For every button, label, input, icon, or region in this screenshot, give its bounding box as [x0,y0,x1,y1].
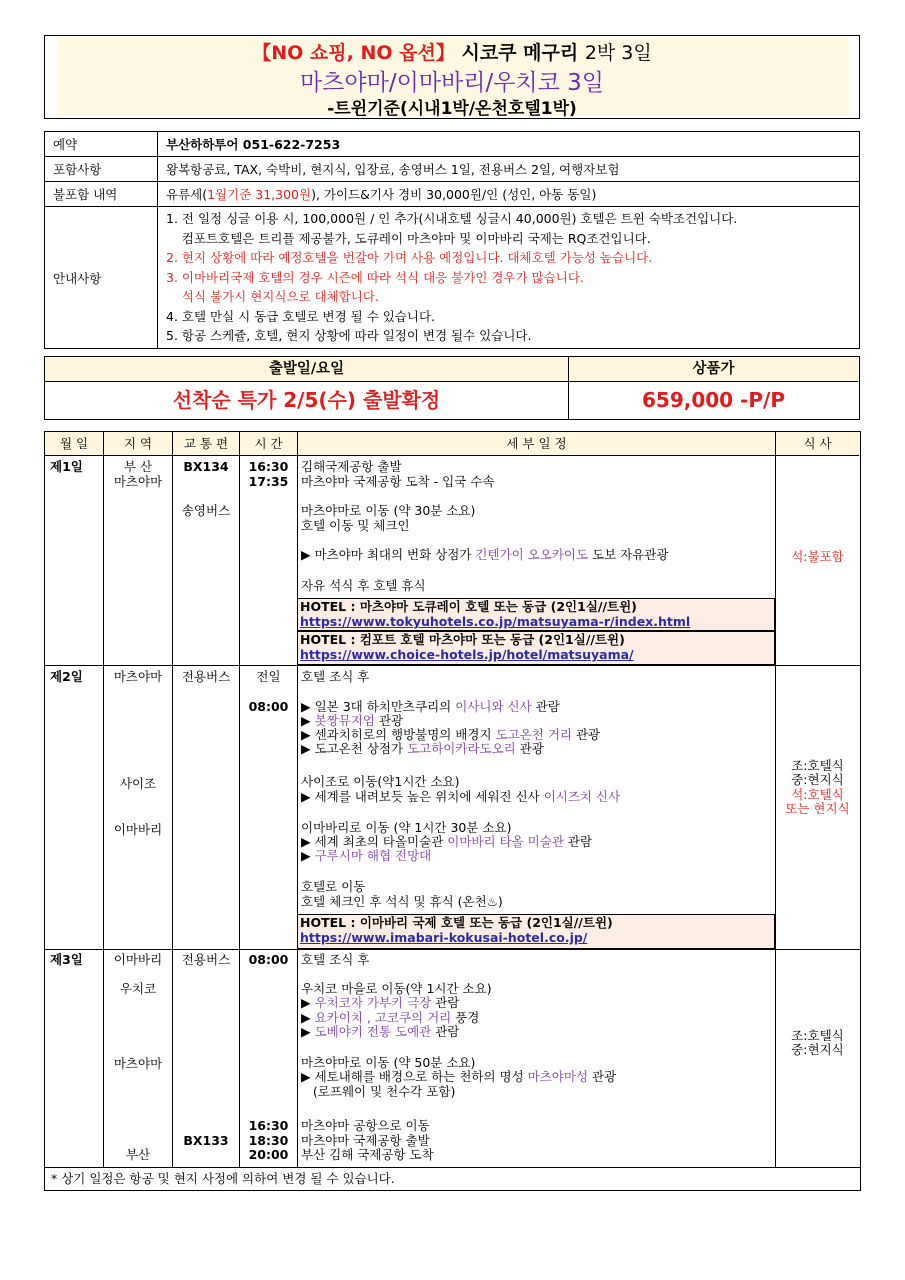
title-line-3: -트윈기준(시내1박/온천호텔1박) [327,99,577,119]
time: 16:30 [248,1118,289,1133]
region: 부산 [125,1147,151,1162]
time: 17:35 [248,474,289,489]
region: 마츠야마 [113,474,163,489]
excluded-prefix: 유류세( [166,187,208,202]
info-value [158,182,860,207]
itinerary-text: ▶ 도고온천 상점가 [301,741,408,756]
meal-dinner-alt: 또는 현지식 [785,801,850,816]
itinerary-text: 관람 [431,995,460,1010]
schedule-table [44,431,861,1191]
attraction-name: 우치코자 가부키 극장 [314,995,432,1010]
meal-lunch: 중:현지식 [791,772,844,787]
region: 이마바리 [113,822,163,837]
price-value: 659,000 -P/P [642,388,785,412]
itinerary-line: 사이조로 이동(약1시간 소요) [301,774,460,789]
itinerary-line: (로프웨이 및 천수각 포함) [301,1084,456,1099]
day-label: 제2일 [50,669,83,684]
itinerary-text: 관광 [572,727,601,742]
time: 08:00 [248,699,289,714]
info-value: 부산하하투어 051-622-7253 [158,132,860,157]
hotel-name: HOTEL : 컴포트 호텔 마츠야마 또는 동급 (2인1실//트윈) [300,632,625,647]
region: 사이조 [119,776,157,791]
departure-header: 출발일/요일 [45,357,568,382]
attraction-name: 긴텐가이 오오카이도 [475,547,589,562]
itinerary-line: 마츠야마로 이동 (약 50분 소요) [301,1055,476,1070]
itinerary-line: 호텔 조식 후 [301,669,370,684]
region: 이마바리 [113,952,163,967]
meal-breakfast: 조:호텔식 [791,758,844,773]
itinerary-text: 관광 [588,1069,617,1084]
info-label: 불포함 내역 [45,182,158,207]
meal-dinner: 석:불포함 [791,549,844,564]
attraction-name: 도고온천 거리 [495,727,572,742]
itinerary-text: ▶ [301,1024,315,1039]
itinerary-line [301,548,668,563]
note-item: 컴포트호텔은 트리플 제공불가, 도큐레이 마츠야마 및 이마바리 국제는 RQ조건입니다. [166,230,651,246]
itinerary-line [301,742,544,757]
flight-number: BX133 [183,1133,229,1148]
itinerary-text: ▶ [301,1010,315,1025]
attraction-name: 이시즈치 신사 [543,789,621,804]
note-item: 3. 이마바리국제 호텔의 경우 시즌에 따라 석식 대응 불가인 경우가 많습니다. [166,269,584,285]
itinerary-text: 관광 [374,713,404,728]
itinerary-line [301,849,431,864]
itinerary-line [301,996,459,1011]
transport: 전용버스 [181,952,231,967]
price-header: 상품가 [569,357,858,382]
fuel-surcharge: 1월기준 31,300원 [207,187,312,202]
hotel-link[interactable]: https://www.tokyuhotels.co.jp/matsuyama-r/index.html [300,614,691,629]
itinerary-text: ▶ [301,848,315,863]
itinerary-line: 호텔 체크인 후 석식 및 휴식 (온천♨) [301,894,503,909]
itinerary-line [301,1025,459,1040]
departure-date: 선착순 특가 2/5(수) 출발확정 [172,388,441,412]
transport: 전용버스 [181,669,231,684]
hotel-name: HOTEL : 마츠야마 도큐레이 호텔 또는 동급 (2인1실//트윈) [300,599,637,614]
attraction-name: 요카이치 , 고코쿠의 거리 [314,1010,452,1025]
meal-lunch: 중:현지식 [791,1042,844,1057]
info-row-included [45,157,860,182]
itinerary-line: 부산 김해 국제공항 도착 [301,1147,434,1162]
note-item: 석식 불가시 현지식으로 대체합니다. [166,289,379,305]
attraction-name: 이사니와 신사 [455,699,532,714]
title-line-1 [45,38,859,65]
itinerary-line: 마츠야마 국제공항 도착 - 입국 수속 [301,474,495,489]
itinerary-line: 마츠야마 공항으로 이동 [301,1118,430,1133]
attraction-name: 봇짱뮤지엄 [314,713,375,728]
itinerary-text: ▶ 센과치히로의 행방불명의 배경지 [301,727,496,742]
info-row-excluded [45,182,860,207]
itinerary-line: 자유 석식 후 호텔 휴식 [301,578,426,593]
time: 18:30 [248,1133,289,1148]
time: 08:00 [248,952,289,967]
day-label: 제3일 [50,952,83,967]
info-row-reservation [45,132,860,157]
day-label: 제1일 [50,459,83,474]
note-item: 5. 항공 스케쥴, 호텔, 현지 상황에 따라 일정이 변경 될수 있습니다. [166,328,532,344]
itinerary-text: ▶ 세계 최초의 타올미술관 [301,834,448,849]
col-header-region: 지 역 [104,432,172,456]
flight-number: BX134 [183,459,229,474]
price-box [44,356,860,420]
hotel-option [298,631,775,665]
title-line-2: 마츠야마/이마바리/우치코 3일 [299,70,605,96]
col-header-day: 월 일 [45,432,103,456]
itinerary-text: ▶ 세토내해를 배경으로 하는 천하의 명성 [301,1069,528,1084]
note-item: 4. 호텔 만실 시 동급 호텔로 변경 될 수 있습니다. [166,308,436,324]
info-value: 왕복항공료, TAX, 숙박비, 현지식, 입장료, 송영버스 1일, 전용버스 2일, 여행자보험 [158,157,860,182]
region: 마츠야마 [113,669,163,684]
region: 부 산 [123,459,153,474]
meal-breakfast: 조:호텔식 [791,1028,844,1043]
info-table [44,131,860,349]
itinerary-text: ▶ [301,995,315,1010]
note-item: 2. 현지 상황에 따라 예정호텔을 번갈아 가며 사용 예정입니다. 대체호텔 가능성 높습니다. [166,250,653,266]
col-header-transport: 교 통 편 [173,432,239,456]
attraction-name: 마츠야마성 [527,1069,589,1084]
itinerary-text: ▶ [301,713,315,728]
time: 20:00 [248,1147,289,1162]
info-label: 안내사항 [45,207,158,349]
itinerary-line: 호텔로 이동 [301,879,366,894]
notes-list [158,207,860,349]
time: 16:30 [248,459,289,474]
transport: 송영버스 [181,503,231,518]
hotel-name: HOTEL : 이마바리 국제 호텔 또는 동급 (2인1실//트윈) [300,915,613,930]
itinerary-line: 우치코 마을로 이동(약 1시간 소요) [301,981,492,996]
itinerary-line: 호텔 이동 및 체크인 [301,518,410,533]
info-row-notes [45,207,860,349]
region: 우치코 [119,981,157,996]
itinerary-text: ▶ 마츠야마 최대의 번화 상점가 [301,547,476,562]
schedule-footnote: * 상기 일정은 항공 및 현지 사정에 의하여 변경 될 수 있습니다. [45,1167,860,1190]
meal-dinner: 석:호텔식 [791,787,844,802]
info-label: 예약 [45,132,158,157]
itinerary-line [301,790,620,805]
hotel-link[interactable]: https://www.choice-hotels.jp/hotel/matsuyama/ [300,647,634,662]
col-header-time: 시 간 [240,432,297,456]
no-shopping-badge: 【NO 쇼핑, NO 옵션】 [252,42,455,64]
tour-name: 시코쿠 메구리 [454,42,585,64]
itinerary-line: 김해국제공항 출발 [301,459,402,474]
col-header-detail: 세 부 일 정 [298,432,775,456]
itinerary-line: 이마바리로 이동 (약 1시간 30분 소요) [301,820,512,835]
attraction-name: 구루시마 해협 전망대 [314,848,432,863]
itinerary-line [301,1070,616,1085]
itinerary-line: 마츠야마 국제공항 출발 [301,1133,430,1148]
attraction-name: 도고하이카라도오리 [407,741,516,756]
itinerary-text: 관람 [431,1024,460,1039]
itinerary-text: 도보 자유관광 [588,547,669,562]
title-box [44,35,860,119]
attraction-name: 이마바리 타올 미술관 [447,834,564,849]
time: 전일 [256,669,281,684]
itinerary-text: 관광 [515,741,544,756]
itinerary-line: 마츠야마로 이동 (약 30분 소요) [301,503,476,518]
col-header-meal: 식 사 [776,432,859,456]
itinerary-text: ▶ 일본 3대 하치만츠쿠리의 [301,699,456,714]
info-label: 포함사항 [45,157,158,182]
attraction-name: 도베야키 전통 도예관 [314,1024,432,1039]
region: 마츠야마 [113,1056,163,1071]
itinerary-text: 관람 [563,834,593,849]
itinerary-text: ▶ 세계를 내려보듯 높은 위치에 세워진 신사 [301,789,544,804]
itinerary-text: 풍경 [451,1010,480,1025]
hotel-link[interactable]: https://www.imabari-kokusai-hotel.co.jp/ [300,930,588,945]
note-item: 1. 전 일정 싱글 이용 시, 100,000원 / 인 추가(시내호텔 싱글시 40,000원) 호텔은 트윈 숙박조건입니다. [166,211,738,227]
excluded-suffix: ), 가이드&기사 경비 30,000원/인 (성인, 아동 동일) [311,187,597,202]
tour-duration: 2박 3일 [584,42,652,64]
hotel-option [298,914,775,949]
itinerary-text: 관람 [531,699,560,714]
itinerary-line: 호텔 조식 후 [301,952,370,967]
hotel-option [298,598,775,631]
